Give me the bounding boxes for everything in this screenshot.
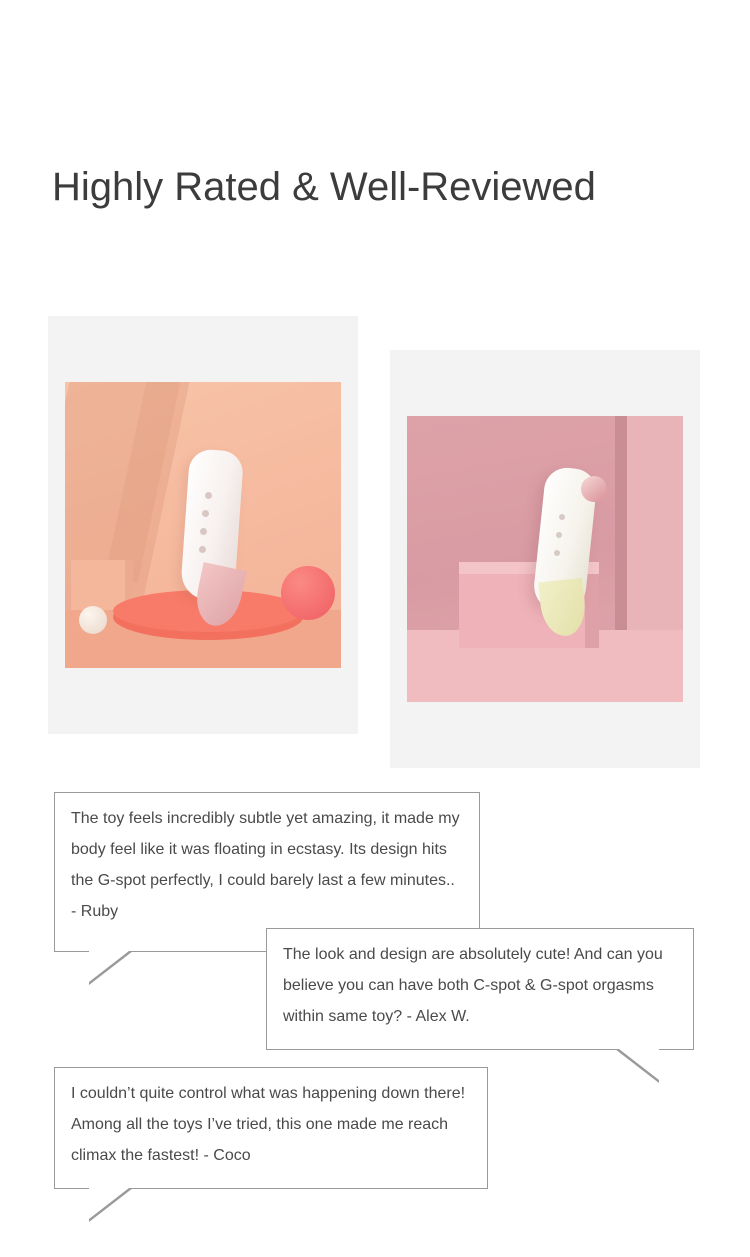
page-title: Highly Rated & Well-Reviewed xyxy=(52,164,596,209)
product-image-2 xyxy=(407,416,683,702)
bubble-tail-fill-icon xyxy=(619,1049,659,1080)
scene-peach xyxy=(65,382,341,668)
review-text: The toy feels incredibly subtle yet amazing, it made my body feel like it was floating in ecstasy. Its design hits the G-spot perfectly, I could barely last a few minutes.. - Ruby xyxy=(71,810,460,920)
gallery-card-2 xyxy=(390,350,700,768)
product-image-1 xyxy=(65,382,341,668)
product-tip xyxy=(538,578,588,638)
product-button-icon xyxy=(556,532,562,538)
scene-rose xyxy=(407,416,683,702)
product-button-icon xyxy=(200,528,207,535)
review-bubble-3 xyxy=(54,1067,488,1189)
product-figure-1 xyxy=(177,450,251,630)
review-text: I couldn’t quite control what was happening down there! Among all the toys I’ve tried, this one made me reach climax the fastest! - Coco xyxy=(71,1085,466,1164)
pink-sphere-prop xyxy=(281,566,335,620)
product-button-icon xyxy=(554,550,560,556)
product-button-icon xyxy=(202,510,209,517)
product-button-icon xyxy=(559,514,565,520)
product-button-icon xyxy=(205,492,212,499)
bubble-tail-fill-icon xyxy=(89,951,129,982)
gallery-card-1 xyxy=(48,316,358,734)
white-sphere-prop xyxy=(79,606,107,634)
review-text: The look and design are absolutely cute! And can you believe you can have both C-spot & G-spot orgasms within same toy? - Alex W. xyxy=(283,946,663,1025)
review-bubble-2 xyxy=(266,928,694,1050)
product-cap xyxy=(581,476,607,502)
product-figure-2 xyxy=(535,468,615,638)
product-button-icon xyxy=(199,546,206,553)
bubble-tail-fill-icon xyxy=(89,1188,129,1219)
